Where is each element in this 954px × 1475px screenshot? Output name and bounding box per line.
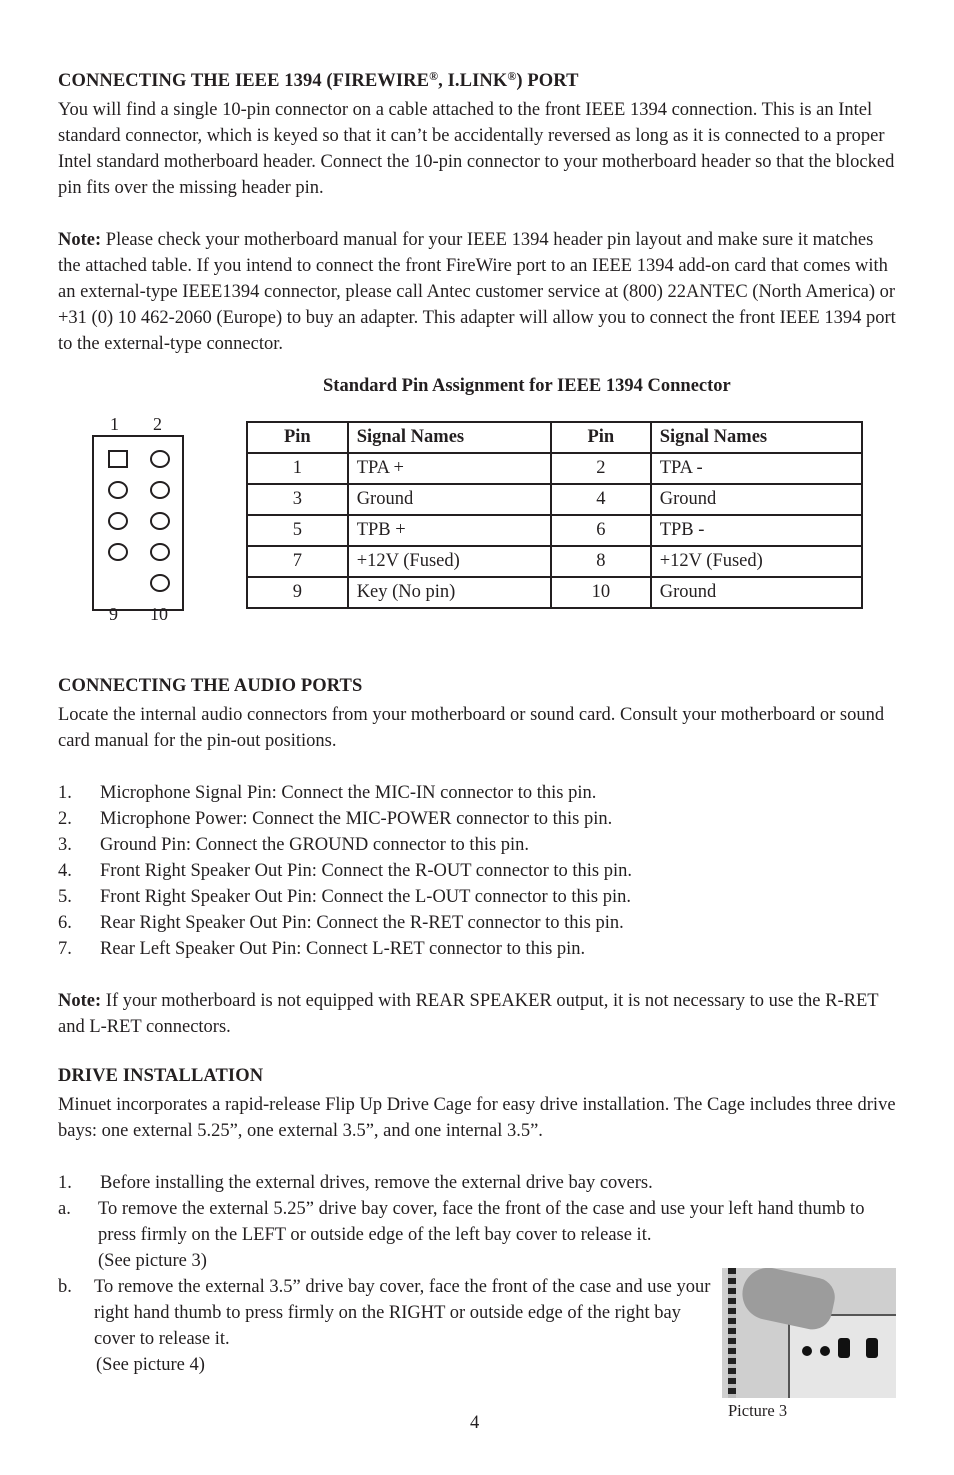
firewire-note: Note: Please check your motherboard manual for your IEEE 1394 header pin layout and make sure it matches the attached table. If you intend to connect the front FireWire port to an IEEE 1394 add-on card that comes with an external-type IEEE1394 connector, please call Antec customer service at (800) 22ANTEC (North America) or +31 (0) 10 462-2060 (Europe) to buy an adapter. This adapter will allow you to connect the front IEEE 1394 port to the external-type connector. <box>58 230 896 354</box>
pin-1-key-square <box>108 450 128 468</box>
table-cell: Ground <box>651 484 862 515</box>
pin-label-10: 10 <box>150 604 168 624</box>
pin-label-1: 1 <box>110 414 119 434</box>
list-item: 2. Microphone Power: Connect the MIC-POWER connector to this pin. <box>58 809 613 829</box>
table-header-row <box>247 422 862 453</box>
col-header-pin: Pin <box>551 422 651 453</box>
table-cell: TPB + <box>348 515 551 546</box>
firewire-body: You will find a single 10-pin connector on a cable attached to the front IEEE 1394 connection. This is an Intel standard connector, which is keyed so that it can’t be accidentally reversed as long as it is connected to a proper Intel standard motherboard header. Connect the 10-pin connector to your motherboard header so that the blocked pin fits over the missing header pin. <box>58 100 895 198</box>
pin-table-caption: Standard Pin Assignment for IEEE 1394 Connector <box>323 376 731 396</box>
table-cell: TPA + <box>348 453 551 484</box>
table-cell: 1 <box>247 453 348 484</box>
table-cell: +12V (Fused) <box>348 546 551 577</box>
table-cell: TPA - <box>651 453 862 484</box>
table-cell: 5 <box>247 515 348 546</box>
col-header-signal: Signal Names <box>651 422 862 453</box>
header-pin-diagram <box>92 412 202 624</box>
port-dot <box>820 1346 830 1356</box>
header-outline <box>92 435 184 611</box>
pin-5 <box>108 512 128 530</box>
table-cell: 7 <box>247 546 348 577</box>
pin-6 <box>150 512 170 530</box>
audio-body: Locate the internal audio connectors from your motherboard or sound card. Consult your motherboard or sound card manual for the pin-out positions. <box>58 705 885 751</box>
drive-body: Minuet incorporates a rapid-release Flip Up Drive Cage for easy drive installation. The Cage includes three drive bays: one external 5.25”, one external 3.5”, and one internal 3.5”. <box>58 1095 896 1141</box>
col-header-pin: Pin <box>247 422 348 453</box>
table-cell: 8 <box>551 546 651 577</box>
list-item: a. To remove the external 5.25” drive bay cover, face the front of the case and use your left hand thumb to press firmly on the LEFT or outside edge of the left bay cover to release it. (See picture 3) <box>58 1199 865 1271</box>
table-cell: 6 <box>551 515 651 546</box>
pin-assignment-table <box>246 421 863 609</box>
table-row <box>247 577 862 608</box>
page-number: 4 <box>470 1413 480 1433</box>
thumb-image <box>738 1268 839 1333</box>
drive-heading: DRIVE INSTALLATION <box>58 1066 264 1086</box>
table-cell: Ground <box>348 484 551 515</box>
audio-pin-list <box>58 780 898 962</box>
table-cell: 9 <box>247 577 348 608</box>
audio-note: Note: If your motherboard is not equipped with REAR SPEAKER output, it is not necessary to use the R-RET and L-RET connectors. <box>58 991 879 1037</box>
table-cell: 2 <box>551 453 651 484</box>
pin-2 <box>150 450 170 468</box>
col-header-signal: Signal Names <box>348 422 551 453</box>
list-item: 6. Rear Right Speaker Out Pin: Connect the R-RET connector to this pin. <box>58 913 624 933</box>
firewire-port <box>866 1338 878 1358</box>
drive-bay-photo <box>722 1268 896 1398</box>
list-item: 3. Ground Pin: Connect the GROUND connector to this pin. <box>58 835 530 855</box>
list-item: 5. Front Right Speaker Out Pin: Connect the L-OUT connector to this pin. <box>58 887 631 907</box>
list-item: 4. Front Right Speaker Out Pin: Connect the R-OUT connector to this pin. <box>58 861 632 881</box>
pin-label-9: 9 <box>109 604 118 624</box>
table-row <box>247 484 862 515</box>
table-cell: +12V (Fused) <box>651 546 862 577</box>
audio-jack <box>838 1338 850 1358</box>
table-row <box>247 546 862 577</box>
table-cell: TPB - <box>651 515 862 546</box>
pin-3 <box>108 481 128 499</box>
picture-caption: Picture 3 <box>728 1401 788 1420</box>
list-item: 1. Before installing the external drives, remove the external drive bay covers. <box>58 1173 653 1193</box>
pin-8 <box>150 543 170 561</box>
pin-7 <box>108 543 128 561</box>
table-cell: 3 <box>247 484 348 515</box>
pin-label-2: 2 <box>153 414 162 434</box>
table-row <box>247 515 862 546</box>
port-dot <box>802 1346 812 1356</box>
table-cell: 4 <box>551 484 651 515</box>
list-item: b. To remove the external 3.5” drive bay cover, face the front of the case and use your right hand thumb to press firmly on the RIGHT or outside edge of the right bay cover to release it. (See picture 4) <box>58 1277 711 1375</box>
table-row <box>247 453 862 484</box>
firewire-heading: CONNECTING THE IEEE 1394 (FIREWIRE®, I.LINK®) PORT <box>58 69 579 91</box>
table-cell: 10 <box>551 577 651 608</box>
table-cell: Ground <box>651 577 862 608</box>
table-cell: Key (No pin) <box>348 577 551 608</box>
pin-10 <box>150 574 170 592</box>
list-item: 1. Microphone Signal Pin: Connect the MIC-IN connector to this pin. <box>58 783 597 803</box>
audio-heading: CONNECTING THE AUDIO PORTS <box>58 676 363 696</box>
list-item: 7. Rear Left Speaker Out Pin: Connect L-RET connector to this pin. <box>58 939 586 959</box>
pin-4 <box>150 481 170 499</box>
bezel-edge <box>728 1268 736 1398</box>
